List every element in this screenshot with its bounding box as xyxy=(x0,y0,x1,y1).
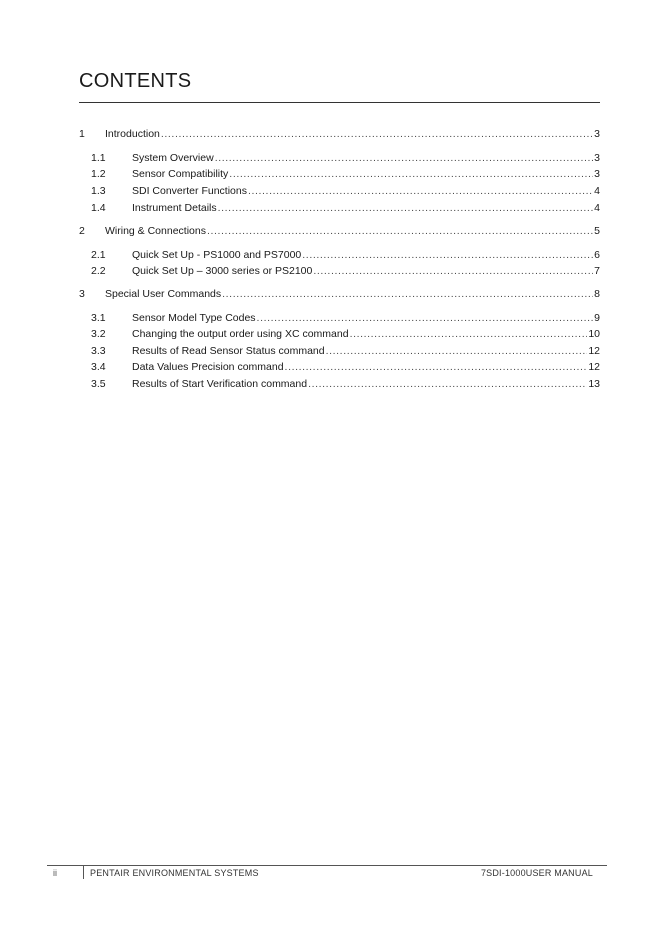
toc-entry-number: 3.5 xyxy=(91,378,106,390)
toc-entry-number: 2.2 xyxy=(91,265,106,277)
toc-entry-title: Results of Start Verification command xyxy=(132,378,308,390)
toc-dot-leader xyxy=(285,360,588,374)
toc-entry-number: 3 xyxy=(79,288,85,300)
toc-entry-3-5[interactable] xyxy=(91,375,600,391)
toc-entry-number: 1.4 xyxy=(91,202,106,214)
toc-dot-leader xyxy=(313,264,593,278)
toc-entry-page: 4 xyxy=(594,185,600,197)
toc-entry-1-4[interactable] xyxy=(91,199,600,215)
toc-entry-1-3[interactable] xyxy=(91,182,600,198)
toc-dot-leader xyxy=(229,167,593,181)
toc-entry-1[interactable] xyxy=(79,125,600,141)
toc-entry-title: Results of Read Sensor Status command xyxy=(132,345,325,357)
toc-entry-2[interactable] xyxy=(79,222,600,238)
toc-entry-page: 8 xyxy=(594,288,600,300)
toc-entry-page: 5 xyxy=(594,225,600,237)
toc-entry-title: Introduction xyxy=(105,128,160,140)
toc-entry-page: 6 xyxy=(594,249,600,261)
toc-dot-leader xyxy=(222,287,593,301)
toc-dot-leader xyxy=(257,311,594,325)
footer-company-name: PENTAIR ENVIRONMENTAL SYSTEMS xyxy=(90,868,259,878)
toc-entry-title: Changing the output order using XC command xyxy=(132,328,349,340)
toc-dot-leader xyxy=(350,327,588,341)
toc-entry-page: 13 xyxy=(588,378,600,390)
toc-entry-title: Wiring & Connections xyxy=(105,225,206,237)
footer-manual-title: 7SDI-1000USER MANUAL xyxy=(480,868,593,878)
toc-entry-page: 9 xyxy=(594,312,600,324)
toc-entry-3-4[interactable] xyxy=(91,358,600,374)
toc-entry-title: SDI Converter Functions xyxy=(132,185,247,197)
toc-entry-3-2[interactable] xyxy=(91,325,600,341)
toc-entry-2-1[interactable] xyxy=(91,246,600,262)
toc-dot-leader xyxy=(302,248,593,262)
toc-entry-number: 2 xyxy=(79,225,85,237)
footer-separator xyxy=(83,865,84,879)
toc-entry-number: 1.2 xyxy=(91,168,106,180)
toc-entry-page: 3 xyxy=(594,128,600,140)
page-title: CONTENTS xyxy=(79,70,192,92)
toc-dot-leader xyxy=(248,184,593,198)
toc-entry-title: Special User Commands xyxy=(105,288,222,300)
toc-dot-leader xyxy=(207,224,593,238)
toc-entry-number: 1.3 xyxy=(91,185,106,197)
toc-entry-number: 3.3 xyxy=(91,345,106,357)
toc-entry-number: 1.1 xyxy=(91,152,106,164)
toc-entry-title: Quick Set Up - PS1000 and PS7000 xyxy=(132,249,302,261)
toc-dot-leader xyxy=(218,201,594,215)
toc-dot-leader xyxy=(161,127,593,141)
footer-page-number: ii xyxy=(53,868,57,878)
toc-entry-page: 3 xyxy=(594,168,600,180)
toc-entry-3[interactable] xyxy=(79,285,600,301)
toc-entry-number: 1 xyxy=(79,128,85,140)
toc-entry-title: Data Values Precision command xyxy=(132,361,284,373)
toc-entry-page: 10 xyxy=(588,328,600,340)
toc-entry-title: Sensor Model Type Codes xyxy=(132,312,256,324)
toc-dot-leader xyxy=(308,377,587,391)
heading-divider xyxy=(79,102,600,103)
toc-entry-number: 3.2 xyxy=(91,328,106,340)
toc-entry-1-2[interactable] xyxy=(91,165,600,181)
toc-entry-3-3[interactable] xyxy=(91,342,600,358)
toc-entry-number: 3.4 xyxy=(91,361,106,373)
toc-entry-title: System Overview xyxy=(132,152,214,164)
toc-entry-1-1[interactable] xyxy=(91,149,600,165)
toc-entry-title: Sensor Compatibility xyxy=(132,168,229,180)
toc-entry-page: 12 xyxy=(588,345,600,357)
toc-dot-leader xyxy=(326,344,588,358)
toc-entry-page: 7 xyxy=(594,265,600,277)
toc-entry-page: 3 xyxy=(594,152,600,164)
toc-entry-number: 2.1 xyxy=(91,249,106,261)
toc-entry-2-2[interactable] xyxy=(91,262,600,278)
toc-entry-title: Instrument Details xyxy=(132,202,217,214)
toc-entry-3-1[interactable] xyxy=(91,309,600,325)
toc-entry-page: 12 xyxy=(588,361,600,373)
toc-entry-title: Quick Set Up – 3000 series or PS2100 xyxy=(132,265,313,277)
toc-entry-page: 4 xyxy=(594,202,600,214)
footer-divider xyxy=(47,865,607,866)
toc-entry-number: 3.1 xyxy=(91,312,106,324)
toc-dot-leader xyxy=(215,151,593,165)
